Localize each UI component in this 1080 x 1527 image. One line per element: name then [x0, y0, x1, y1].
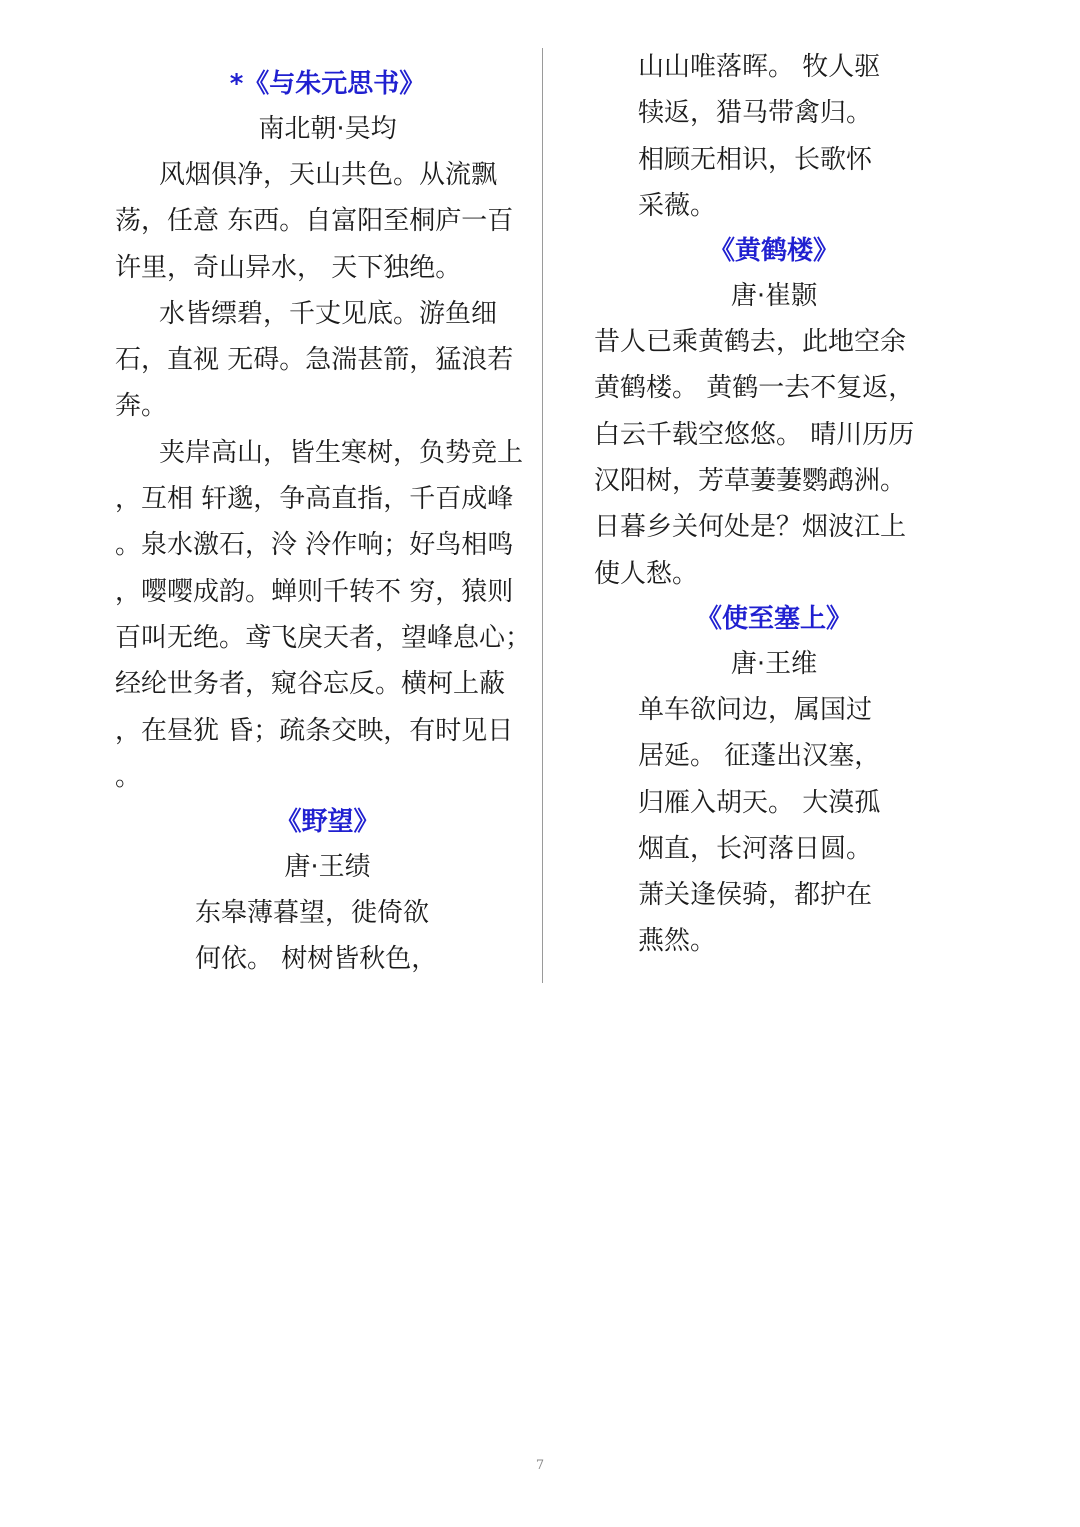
poem-line: 居延。 征蓬出汉塞， — [638, 741, 881, 772]
text-line: 石，直视 无碍。急湍甚箭，猛浪若 — [115, 345, 514, 376]
author-line: 南北朝·吴均 — [258, 114, 397, 144]
text-line: 荡，任意 东西。自富阳至桐庐一百 — [115, 206, 514, 237]
text-line: 许里，奇山异水， 天下独绝。 — [115, 252, 462, 283]
poem-line: 昔人已乘黄鹤去，此地空余 — [594, 327, 907, 358]
poem-line: 归雁入胡天。 大漠孤 — [638, 787, 881, 818]
author-line: 唐·王维 — [730, 648, 818, 679]
poem-line: 日暮乡关何处是？烟波江上 — [594, 512, 907, 543]
text-line: 风烟俱净，天山共色。从流飘 — [159, 160, 498, 190]
poem-line: 黄鹤楼。 黄鹤一去不复返， — [594, 373, 915, 404]
poem-line: 汉阳树，芳草萋萋鹦鹉洲。 — [594, 466, 907, 497]
poem-line: 燕然。 — [638, 926, 717, 957]
text-line: ，嘤嘤成韵。蝉则千转不 穷，猿则 — [115, 576, 514, 607]
poem-line: 烟直，长河落日圆。 — [638, 833, 873, 864]
right-column — [594, 44, 954, 965]
poem-line: 采薇。 — [638, 190, 717, 221]
text-line: 。泉水激石，泠 泠作响；好鸟相鸣 — [115, 530, 514, 561]
page-number: 7 — [535, 1458, 545, 1473]
column-divider — [542, 48, 543, 983]
text-line: 百叫无绝。鸢飞戾天者，望峰息心； — [115, 622, 532, 653]
text-line: ，在昼犹 昏；疏条交映，有时见日 — [115, 715, 514, 746]
poem-line: 萧关逢侯骑，都护在 — [638, 880, 873, 911]
poem-line: 犊返，猎马带禽归。 — [638, 98, 873, 129]
poem-line: 何依。 树树皆秋色， — [195, 944, 438, 975]
title-yu-zhu-yuan-si-shu: *《与朱元思书》 — [229, 69, 426, 99]
text-line: 奔。 — [115, 391, 168, 422]
title-ye-wang: 《野望》 — [275, 807, 380, 838]
text-line: 水皆缥碧，千丈见底。游鱼细 — [159, 298, 498, 329]
text-line: ，互相 轩邈，争高直指，千百成峰 — [115, 484, 514, 515]
poem-line: 白云千载空悠悠。 晴川历历 — [594, 419, 915, 450]
poem-line: 单车欲问边，属国过 — [638, 694, 873, 725]
author-line: 唐·崔颢 — [730, 281, 818, 312]
text-line: 。 — [115, 761, 142, 792]
title-shi-zhi-sai-shang: 《使至塞上》 — [695, 603, 852, 634]
title-huang-he-lou: 《黄鹤楼》 — [708, 236, 839, 267]
poem-line: 东皋薄暮望，徙倚欲 — [195, 898, 430, 929]
text-line: 夹岸高山，皆生寒树，负势竞上 — [159, 437, 524, 468]
poem-line: 使人愁。 — [594, 558, 699, 589]
author-line: 唐·王绩 — [284, 852, 371, 883]
poem-line: 山山唯落晖。 牧人驱 — [638, 52, 881, 82]
left-column — [115, 62, 540, 983]
text-line: 经纶世务者，窥谷忘反。横柯上蔽 — [115, 669, 506, 700]
poem-line: 相顾无相识，长歌怀 — [638, 144, 873, 175]
